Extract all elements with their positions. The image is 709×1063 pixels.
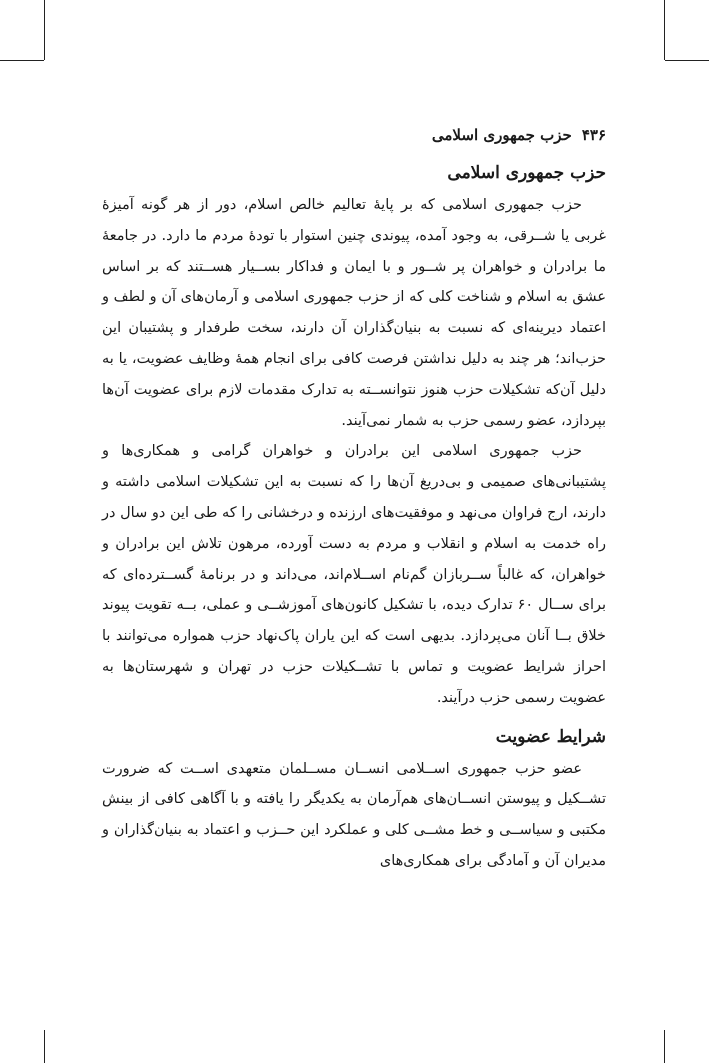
crop-mark-top-right-v [664,0,665,60]
crop-mark-bottom-right-v [664,1030,665,1063]
paragraph: حزب جمهوری اسلامی این برادران و خواهران گرامی و همکاری‌ها و پشتیبانی‌های صمیمی و بی‌دریغ آن‌ها را که نسبت به این تشکیلات اسلامی داشته و دارند، ارج فراوان می‌نهد و موفقیت‌های ارزنده و درخشانی را که طی این دو سال در راه خدمت به اسلام و انقلاب و مردم به دست آورده، مرهون تلاش این برادران و خواهران، که غالباً ســربازان گم‌نام اســلام‌اند، می‌داند و در برنامهٔ گســترده‌ای که برای ســال ۶۰ تدارک دیده، با تشکیل کانون‌های آموزشــی و عملی، بــه تقویت پیوند خلاق بــا آنان می‌پردازد. بدیهی است که این یاران پاک‌نهاد حزب همواره می‌توانند با احراز شرایط عضویت و تماس با تشــکیلات حزب در تهران و شهرستان‌ها به عضویت رسمی حزب درآیند. [102,443,607,706]
page-number: ۴۳۶ [581,126,606,144]
paragraph: حزب جمهوری اسلامی که بر پایهٔ تعالیم خالص اسلام، دور از هر گونه آمیزهٔ غربی یا شــرقی، به وجود آمده، پیوندی چنین استوار با تودهٔ مردم ما دارد. در جامعهٔ ما برادران و خواهران پر شــور و با ایمان و فداکار بســیار هســتند که بر اساس عشق به اسلام و شناخت کلی که از حزب جمهوری اسلامی و آرمان‌های آن و لطف و اعتماد دیرینه‌ای که نسبت به بنیان‌گذاران آن دارند، سخت طرفدار و پشتیبان این حزب‌اند؛ هر چند به دلیل نداشتن فرصت کافی برای انجام همهٔ وظایف عضویت، یا به دلیل آن‌که تشکیلات حزب هنوز نتوانســته به تدارک مقدمات لازم برای عضویت آن‌ها بپردازد، عضو رسمی حزب به شمار نمی‌آیند. [102,197,606,429]
running-head [102,120,606,150]
section-heading-membership: شرایط عضویت [495,726,606,747]
paragraph: عضو حزب جمهوری اســلامی انســان مســلمان متعهدی اســت که ضرورت تشــکیل و پیوستن انســان‌های هم‌آرمان به یکدیگر را یافته و با آگاهی کافی از بینش مکتبی و سیاســی و خط مشــی کلی و عملکرد این حــزب و اعتماد به بنیان‌گذاران و مدیران آن و آمادگی برای همکاری‌های [102,760,606,869]
section-heading-party: حزب جمهوری اسلامی [447,163,606,183]
crop-mark-top-left-h [0,60,44,61]
crop-mark-bottom-left-v [44,1030,45,1063]
running-title: حزب جمهوری اسلامی [431,126,572,144]
crop-mark-top-left-v [44,0,45,60]
book-page [102,120,606,877]
crop-mark-top-right-h [665,60,709,61]
